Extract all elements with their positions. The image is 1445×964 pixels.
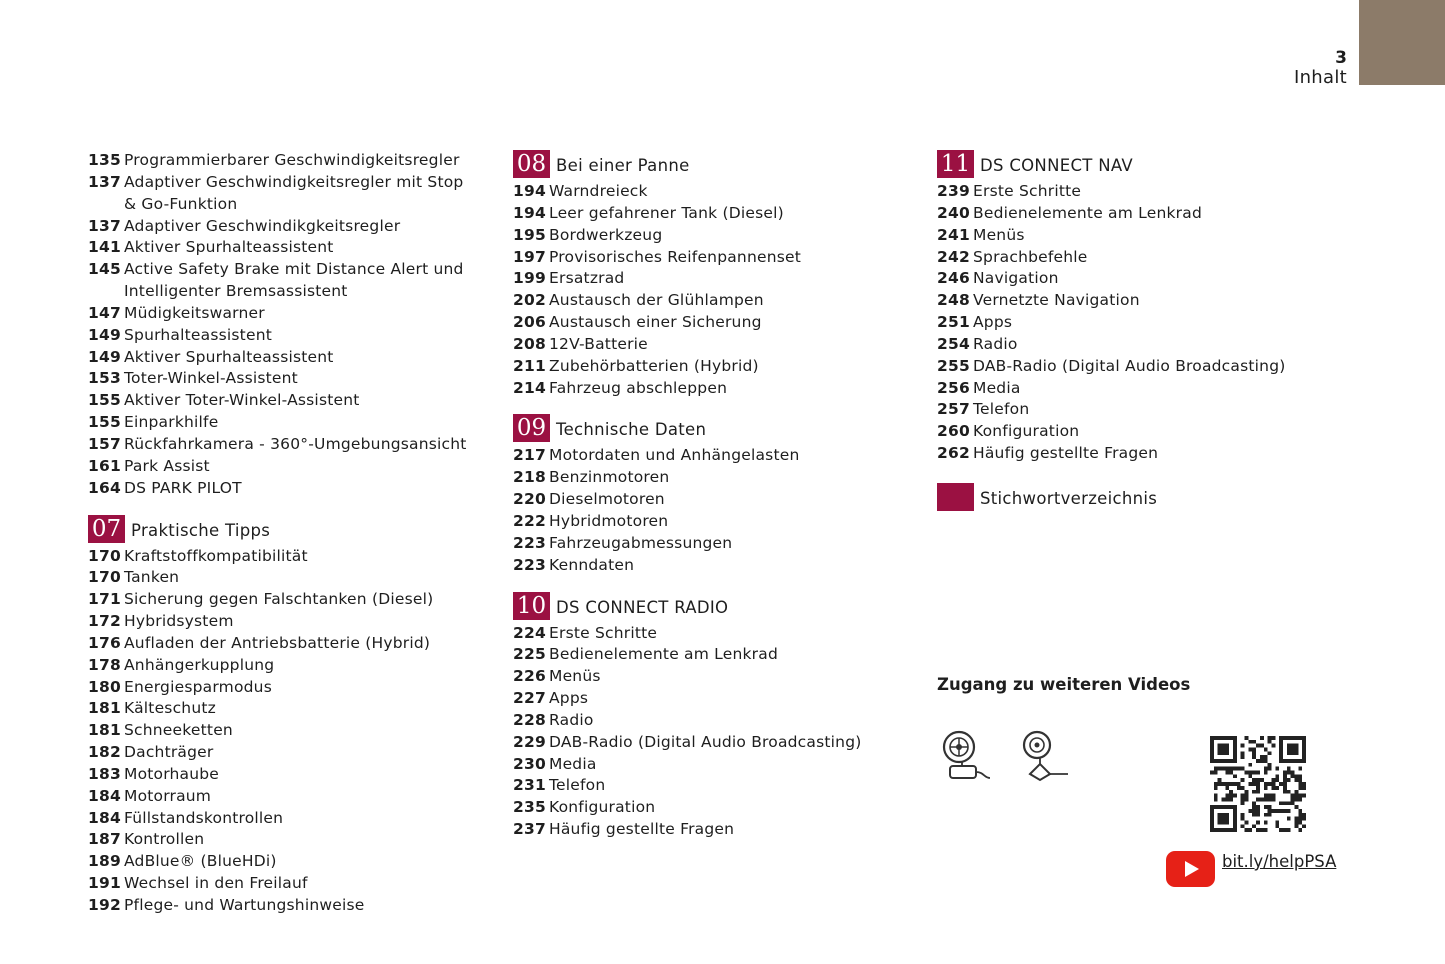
- toc-entry-title: Aktiver Spurhalteassistent: [124, 238, 334, 257]
- section-title: Technische Daten: [556, 420, 707, 440]
- toc-entry[interactable]: [88, 742, 478, 764]
- toc-entry[interactable]: [88, 546, 478, 568]
- toc-entry[interactable]: [513, 225, 903, 247]
- index-badge: [937, 483, 974, 511]
- toc-page-number: 197: [513, 247, 546, 266]
- toc-entry[interactable]: [937, 334, 1317, 356]
- toc-entry-title: Füllstandskontrollen: [124, 808, 284, 827]
- toc-page-number: 161: [88, 456, 121, 475]
- toc-entry[interactable]: [937, 225, 1317, 247]
- toc-entry[interactable]: [513, 623, 903, 645]
- toc-entry[interactable]: [88, 677, 478, 699]
- toc-page-number: 187: [88, 830, 121, 849]
- toc-entry-title: Sprachbefehle: [973, 247, 1088, 266]
- toc-entry-title: Navigation: [973, 269, 1059, 288]
- toc-entry-title: Häufig gestellte Fragen: [549, 820, 735, 839]
- toc-column-2: [513, 150, 903, 841]
- toc-page-number: 149: [88, 325, 121, 344]
- toc-entry-title: Dieselmotoren: [549, 490, 665, 509]
- toc-page-number: 155: [88, 391, 121, 410]
- toc-entry[interactable]: [88, 390, 478, 412]
- section-header[interactable]: [937, 150, 1317, 178]
- toc-page-number: 178: [88, 655, 121, 674]
- section-header[interactable]: [88, 515, 478, 543]
- toc-entry-title: Active Safety Brake mit Distance Alert und Intelligenter Bremsassistent: [124, 260, 464, 301]
- toc-entry[interactable]: [937, 312, 1317, 334]
- toc-entry[interactable]: [88, 633, 478, 655]
- section-title: Praktische Tipps: [131, 520, 271, 540]
- toc-entry[interactable]: [513, 334, 903, 356]
- toc-entry-title: Motorraum: [124, 786, 212, 805]
- toc-entry[interactable]: [88, 478, 478, 500]
- toc-entry-title: Schneeketten: [124, 721, 233, 740]
- toc-entry[interactable]: [88, 325, 478, 347]
- page-title: Inhalt: [1293, 67, 1347, 88]
- toc-page-number: 145: [88, 260, 121, 279]
- toc-column-3: [937, 150, 1317, 514]
- toc-page-number: 230: [513, 754, 546, 773]
- toc-page-number: 223: [513, 555, 546, 574]
- toc-entry[interactable]: [937, 443, 1317, 465]
- toc-page-number: 229: [513, 732, 546, 751]
- index-title: Stichwortverzeichnis: [980, 488, 1158, 508]
- chapter-number-badge: 09: [513, 414, 550, 442]
- toc-entry-title: Apps: [549, 689, 589, 708]
- toc-entry-title: Telefon: [973, 400, 1030, 419]
- toc-page-number: 153: [88, 369, 121, 388]
- toc-entry[interactable]: [88, 259, 478, 303]
- toc-entry-title: Häufig gestellte Fragen: [973, 444, 1159, 463]
- toc-page-number: 180: [88, 677, 121, 696]
- toc-entry-title: Müdigkeitswarner: [124, 303, 265, 322]
- toc-entry-title: Kälteschutz: [124, 699, 216, 718]
- toc-entry-title: Dachträger: [124, 743, 214, 762]
- toc-entry[interactable]: [88, 589, 478, 611]
- toc-column-1: [88, 150, 478, 917]
- toc-entry[interactable]: [937, 247, 1317, 269]
- toc-page-number: 137: [88, 172, 121, 191]
- toc-entry[interactable]: [88, 216, 478, 238]
- section-header[interactable]: [513, 592, 903, 620]
- toc-entry-title: Leer gefahrener Tank (Diesel): [549, 203, 784, 222]
- section-title: DS CONNECT NAV: [980, 156, 1133, 175]
- toc-entry-title: Park Assist: [124, 456, 210, 475]
- toc-entry-title: Rückfahrkamera - 360°-Umgebungsansicht: [124, 434, 467, 453]
- toc-page-number: 260: [937, 422, 970, 441]
- toc-page-number: 248: [937, 291, 970, 310]
- toc-entry-title: Austausch einer Sicherung: [549, 313, 762, 332]
- toc-entry-title: Tanken: [124, 568, 180, 587]
- videos-title: Zugang zu weiteren Videos: [937, 675, 1191, 694]
- toc-entry-title: Telefon: [549, 776, 606, 795]
- toc-entry-title: AdBlue® (BlueHDi): [124, 852, 277, 871]
- toc-entry-title: Hybridsystem: [124, 612, 234, 631]
- toc-entry-title: Energiesparmodus: [124, 677, 272, 696]
- toc-entry[interactable]: [88, 611, 478, 633]
- toc-entry[interactable]: [937, 203, 1317, 225]
- section-title: Bei einer Panne: [556, 156, 690, 175]
- toc-entry-title: Bordwerkzeug: [549, 225, 663, 244]
- toc-entry-title: Fahrzeugabmessungen: [549, 533, 733, 552]
- toc-entry-title: Kraftstoffkompatibilität: [124, 546, 308, 565]
- toc-page-number: 157: [88, 434, 121, 453]
- toc-page-number: 231: [513, 776, 546, 795]
- chapter-number-badge: 07: [88, 515, 125, 543]
- toc-entry-title: 12V-Batterie: [549, 334, 648, 353]
- toc-entry[interactable]: [513, 710, 903, 732]
- toc-entry[interactable]: [513, 445, 903, 467]
- toc-entry-title: Fahrzeug abschleppen: [549, 378, 728, 397]
- chapter-number-badge: 08: [513, 150, 550, 178]
- chapter-number-badge: 10: [513, 592, 550, 620]
- toc-entry-title: Aufladen der Antriebsbatterie (Hybrid): [124, 633, 431, 652]
- toc-entry-title: Aktiver Spurhalteassistent: [124, 347, 334, 366]
- wheel-repair-kit-icon[interactable]: [940, 728, 996, 786]
- toc-entry[interactable]: [513, 819, 903, 841]
- toc-entry[interactable]: [513, 247, 903, 269]
- toc-page-number: 235: [513, 798, 546, 817]
- toc-entry[interactable]: [513, 290, 903, 312]
- toc-entry[interactable]: [937, 378, 1317, 400]
- toc-entry-title: Bedienelemente am Lenkrad: [973, 203, 1202, 222]
- toc-entry[interactable]: [513, 555, 903, 577]
- toc-entry-title: Radio: [973, 334, 1018, 353]
- toc-entry[interactable]: [513, 467, 903, 489]
- toc-page-number: 184: [88, 808, 121, 827]
- toc-entry[interactable]: [88, 655, 478, 677]
- toc-page-number: 206: [513, 313, 546, 332]
- toc-entry[interactable]: [88, 895, 478, 917]
- toc-entry-title: Konfiguration: [549, 798, 656, 817]
- toc-entry[interactable]: [88, 412, 478, 434]
- toc-entry[interactable]: [513, 268, 903, 290]
- toc-page-number: 155: [88, 413, 121, 432]
- toc-page-number: 182: [88, 743, 121, 762]
- section-header[interactable]: [513, 150, 903, 178]
- toc-page-number: 224: [513, 623, 546, 642]
- toc-page-number: 199: [513, 269, 546, 288]
- toc-entry-title: Media: [973, 378, 1021, 397]
- help-video-link[interactable]: bit.ly/helpPSA: [1222, 852, 1337, 871]
- section-header[interactable]: [513, 414, 903, 442]
- toc-entry-title: Adaptiver Geschwindikgkeitsregler: [124, 216, 401, 235]
- toc-entry-title: Aktiver Toter-Winkel-Assistent: [124, 391, 360, 410]
- toc-entry[interactable]: [88, 456, 478, 478]
- toc-entry-title: Bedienelemente am Lenkrad: [549, 645, 778, 664]
- toc-page-number: 137: [88, 216, 121, 235]
- page-number: 3: [1335, 48, 1347, 68]
- toc-page-number: 183: [88, 764, 121, 783]
- toc-entry[interactable]: [88, 172, 478, 216]
- toc-entry-title: Programmierbarer Geschwindigkeitsregler: [124, 151, 460, 169]
- toc-entry-title: Benzinmotoren: [549, 468, 670, 487]
- toc-page-number: 181: [88, 699, 121, 718]
- toc-page-number: 192: [88, 896, 121, 914]
- toc-page-number: 172: [88, 612, 121, 631]
- toc-entry[interactable]: [88, 851, 478, 873]
- toc-page-number: 242: [937, 247, 970, 266]
- toc-entry[interactable]: [88, 720, 478, 742]
- toc-page-number: 135: [88, 151, 121, 169]
- toc-entry[interactable]: [88, 237, 478, 259]
- toc-page-number: 147: [88, 303, 121, 322]
- toc-entry-title: Provisorisches Reifenpannenset: [549, 247, 802, 266]
- toc-entry[interactable]: [88, 808, 478, 830]
- toc-entry-title: Spurhalteassistent: [124, 325, 272, 344]
- toc-page-number: 202: [513, 291, 546, 310]
- toc-entry[interactable]: [937, 356, 1317, 378]
- toc-entry[interactable]: [513, 356, 903, 378]
- toc-entry[interactable]: [88, 829, 478, 851]
- toc-page-number: 184: [88, 786, 121, 805]
- toc-page-number: 225: [513, 645, 546, 664]
- toc-page-number: 246: [937, 269, 970, 288]
- toc-page-number: 241: [937, 225, 970, 244]
- toc-entry[interactable]: [513, 312, 903, 334]
- toc-page-number: 214: [513, 378, 546, 397]
- toc-entry[interactable]: [513, 511, 903, 533]
- toc-page-number: 220: [513, 490, 546, 509]
- toc-entry[interactable]: [513, 181, 903, 203]
- toc-page-number: 255: [937, 356, 970, 375]
- toc-page-number: 239: [937, 182, 970, 200]
- toc-page-number: 237: [513, 820, 546, 839]
- toc-entry[interactable]: [937, 268, 1317, 290]
- toc-page-number: 149: [88, 347, 121, 366]
- toc-entry-title: Kenndaten: [549, 555, 635, 574]
- toc-entry[interactable]: [88, 368, 478, 390]
- toc-entry[interactable]: [88, 764, 478, 786]
- toc-entry[interactable]: [513, 203, 903, 225]
- toc-page-number: 227: [513, 689, 546, 708]
- toc-entry[interactable]: [937, 181, 1317, 203]
- toc-page-number: 194: [513, 203, 546, 222]
- toc-page-number: 176: [88, 633, 121, 652]
- toc-entry-title: Austausch der Glühlampen: [549, 291, 764, 310]
- toc-entry[interactable]: [88, 873, 478, 895]
- section-title: DS CONNECT RADIO: [556, 597, 729, 617]
- toc-entry-title: Motorhaube: [124, 764, 220, 783]
- toc-page-number: 208: [513, 334, 546, 353]
- toc-entry[interactable]: [937, 421, 1317, 443]
- toc-entry-title: Zubehörbatterien (Hybrid): [549, 356, 759, 375]
- toc-page-number: 217: [513, 446, 546, 465]
- toc-entry-title: DAB-Radio (Digital Audio Broadcasting): [549, 732, 862, 751]
- toc-entry-title: DS PARK PILOT: [124, 478, 242, 497]
- toc-entry-title: Konfiguration: [973, 422, 1080, 441]
- toc-entry-title: Vernetzte Navigation: [973, 291, 1140, 310]
- toc-entry-title: DAB-Radio (Digital Audio Broadcasting): [973, 356, 1286, 375]
- toc-entry[interactable]: [88, 434, 478, 456]
- toc-entry-title: Anhängerkupplung: [124, 655, 275, 674]
- toc-entry[interactable]: [88, 347, 478, 369]
- toc-entry-title: Apps: [973, 313, 1013, 332]
- toc-entry-title: Menüs: [973, 225, 1025, 244]
- toc-entry[interactable]: [88, 786, 478, 808]
- toc-entry-title: Wechsel in den Freilauf: [124, 874, 308, 893]
- toc-page-number: 189: [88, 852, 121, 871]
- toc-entry[interactable]: [513, 775, 903, 797]
- qr-code-icon[interactable]: [1210, 736, 1306, 832]
- toc-page-number: 141: [88, 238, 121, 257]
- toc-entry-title: Hybridmotoren: [549, 511, 669, 530]
- toc-entry[interactable]: [88, 303, 478, 325]
- toc-entry-title: Menüs: [549, 667, 601, 686]
- toc-entry-title: Kontrollen: [124, 830, 205, 849]
- toc-page-number: 194: [513, 182, 546, 200]
- toc-entry-title: Adaptiver Geschwindigkeitsregler mit Stop & Go-Funktion: [124, 172, 464, 213]
- toc-page-number: 262: [937, 444, 970, 463]
- toc-entry-title: Motordaten und Anhängelasten: [549, 446, 800, 465]
- toc-entry-title: Sicherung gegen Falschtanken (Diesel): [124, 590, 434, 609]
- toc-page-number: 222: [513, 511, 546, 530]
- toc-page-number: 240: [937, 203, 970, 222]
- toc-page-number: 181: [88, 721, 121, 740]
- toc-page-number: 170: [88, 546, 121, 565]
- toc-entry[interactable]: [513, 754, 903, 776]
- wheel-jack-icon[interactable]: [1018, 728, 1074, 786]
- youtube-play-icon[interactable]: [1166, 851, 1215, 887]
- toc-page-number: 228: [513, 710, 546, 729]
- toc-entry-title: Pflege- und Wartungshinweise: [124, 896, 365, 914]
- toc-entry[interactable]: [88, 150, 478, 172]
- index-link[interactable]: [937, 483, 1317, 511]
- toc-entry-title: Einparkhilfe: [124, 413, 219, 432]
- toc-entry-title: Erste Schritte: [549, 623, 658, 642]
- toc-page-number: 251: [937, 313, 970, 332]
- toc-page-number: 256: [937, 378, 970, 397]
- toc-entry[interactable]: [937, 399, 1317, 421]
- toc-page-number: 223: [513, 533, 546, 552]
- chapter-number-badge: 11: [937, 150, 974, 178]
- toc-entry[interactable]: [513, 732, 903, 754]
- toc-page-number: 257: [937, 400, 970, 419]
- toc-entry[interactable]: [513, 533, 903, 555]
- toc-page-number: 164: [88, 478, 121, 497]
- toc-entry[interactable]: [937, 290, 1317, 312]
- toc-page-number: 254: [937, 334, 970, 353]
- toc-entry[interactable]: [513, 644, 903, 666]
- toc-entry[interactable]: [513, 489, 903, 511]
- toc-entry-title: Radio: [549, 710, 594, 729]
- toc-entry[interactable]: [513, 666, 903, 688]
- toc-entry-title: Ersatzrad: [549, 269, 625, 288]
- toc-entry[interactable]: [88, 698, 478, 720]
- toc-entry[interactable]: [513, 797, 903, 819]
- toc-page-number: 170: [88, 568, 121, 587]
- toc-entry[interactable]: [513, 688, 903, 710]
- toc-entry[interactable]: [513, 378, 903, 400]
- toc-entry-title: Erste Schritte: [973, 182, 1082, 200]
- toc-page-number: 218: [513, 468, 546, 487]
- toc-page-number: 191: [88, 874, 121, 893]
- toc-page-number: 195: [513, 225, 546, 244]
- toc-page-number: 171: [88, 590, 121, 609]
- toc-entry-title: Media: [549, 754, 597, 773]
- toc-page-number: 226: [513, 667, 546, 686]
- toc-entry[interactable]: [88, 567, 478, 589]
- chapter-tab: [1359, 0, 1445, 85]
- toc-entry-title: Warndreieck: [549, 182, 648, 200]
- toc-entry-title: Toter-Winkel-Assistent: [124, 369, 298, 388]
- toc-page-number: 211: [513, 356, 546, 375]
